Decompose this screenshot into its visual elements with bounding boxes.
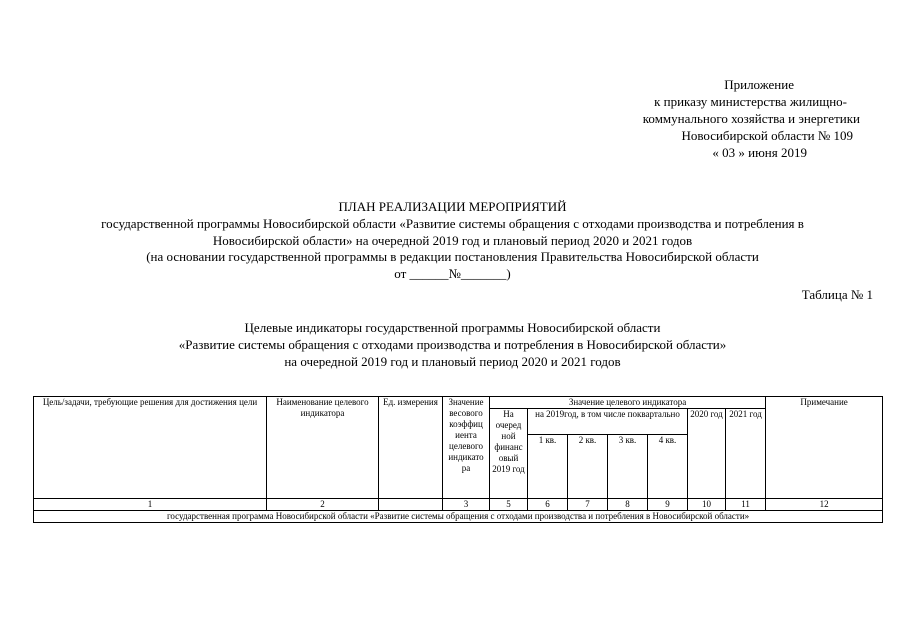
plan-title-line-4: (на основании государственной программы в редакции постановления Правительства Новосибирской области: [146, 249, 759, 265]
column-number: 3: [443, 499, 490, 511]
header-indicator-value: Значение целевого индикатора: [490, 397, 766, 409]
column-number: 9: [648, 499, 688, 511]
table-header-row: [34, 397, 883, 409]
appendix-heading: Приложение: [724, 77, 794, 92]
program-row: [34, 511, 883, 523]
plan-title-line-2: государственной программы Новосибирской области «Развитие системы обращения с отходами производства и потребления в: [101, 215, 804, 231]
header-goal: Цель/задачи, требующие решения для достижения цели: [34, 397, 267, 499]
column-number: 12: [766, 499, 883, 511]
column-number: [379, 499, 443, 511]
indicators-title-line-3: на очередной 2019 год и плановый период 2020 и 2021 годов: [284, 353, 621, 369]
plan-title-line-3: Новосибирской области» на очередной 2019 год и плановый период 2020 и 2021 годов: [212, 232, 693, 248]
appendix-block: [560, 76, 900, 161]
column-number: 7: [568, 499, 608, 511]
column-number: 2: [267, 499, 379, 511]
column-number: 10: [688, 499, 726, 511]
indicators-table: [33, 396, 883, 523]
appendix-order-line: к приказу министерства жилищно-: [654, 94, 847, 109]
column-number: 6: [528, 499, 568, 511]
appendix-region-number: Новосибирской области № 109: [681, 128, 853, 143]
header-q4: 4 кв.: [648, 435, 688, 499]
appendix-ministry-line: коммунального хозяйства и энергетики: [642, 111, 860, 126]
column-number: 8: [608, 499, 648, 511]
header-2019-quarters: на 2019год, в том числе поквартально: [528, 409, 688, 435]
indicators-title-line-2: «Развитие системы обращения с отходами производства и потребления в Новосибирской области»: [178, 336, 727, 352]
appendix-date: « 03 » июня 2019: [712, 145, 807, 160]
column-number: 1: [34, 499, 267, 511]
program-name-cell: государственная программа Новосибирской области «Развитие системы обращения с отходами производства и потребления в Новосибирской области»: [34, 511, 883, 523]
header-note: Примечание: [766, 397, 883, 499]
header-weight-coefficient: Значение весового коэффиц иента целевого индикато ра: [443, 397, 490, 499]
header-indicator-name: Наименование целевого индикатора: [267, 397, 379, 499]
header-q2: 2 кв.: [568, 435, 608, 499]
header-2021: 2021 год: [726, 409, 766, 499]
plan-title-heading: ПЛАН РЕАЛИЗАЦИИ МЕРОПРИЯТИЙ: [338, 199, 567, 214]
header-fin-year: На очеред ной финанс овый 2019 год: [490, 409, 528, 499]
header-2020: 2020 год: [688, 409, 726, 499]
indicators-title: [20, 320, 885, 370]
header-q1: 1 кв.: [528, 435, 568, 499]
indicators-title-line-1: Целевые индикаторы государственной программы Новосибирской области: [244, 320, 661, 335]
table-number: Таблица № 1: [801, 287, 873, 302]
plan-title-line-5: от ______№_______): [394, 266, 511, 282]
column-number: 11: [726, 499, 766, 511]
column-number: 5: [490, 499, 528, 511]
header-unit: Ед. измерения: [379, 397, 443, 499]
plan-title: [20, 199, 885, 283]
column-numbers-row: [34, 499, 883, 511]
header-q3: 3 кв.: [608, 435, 648, 499]
